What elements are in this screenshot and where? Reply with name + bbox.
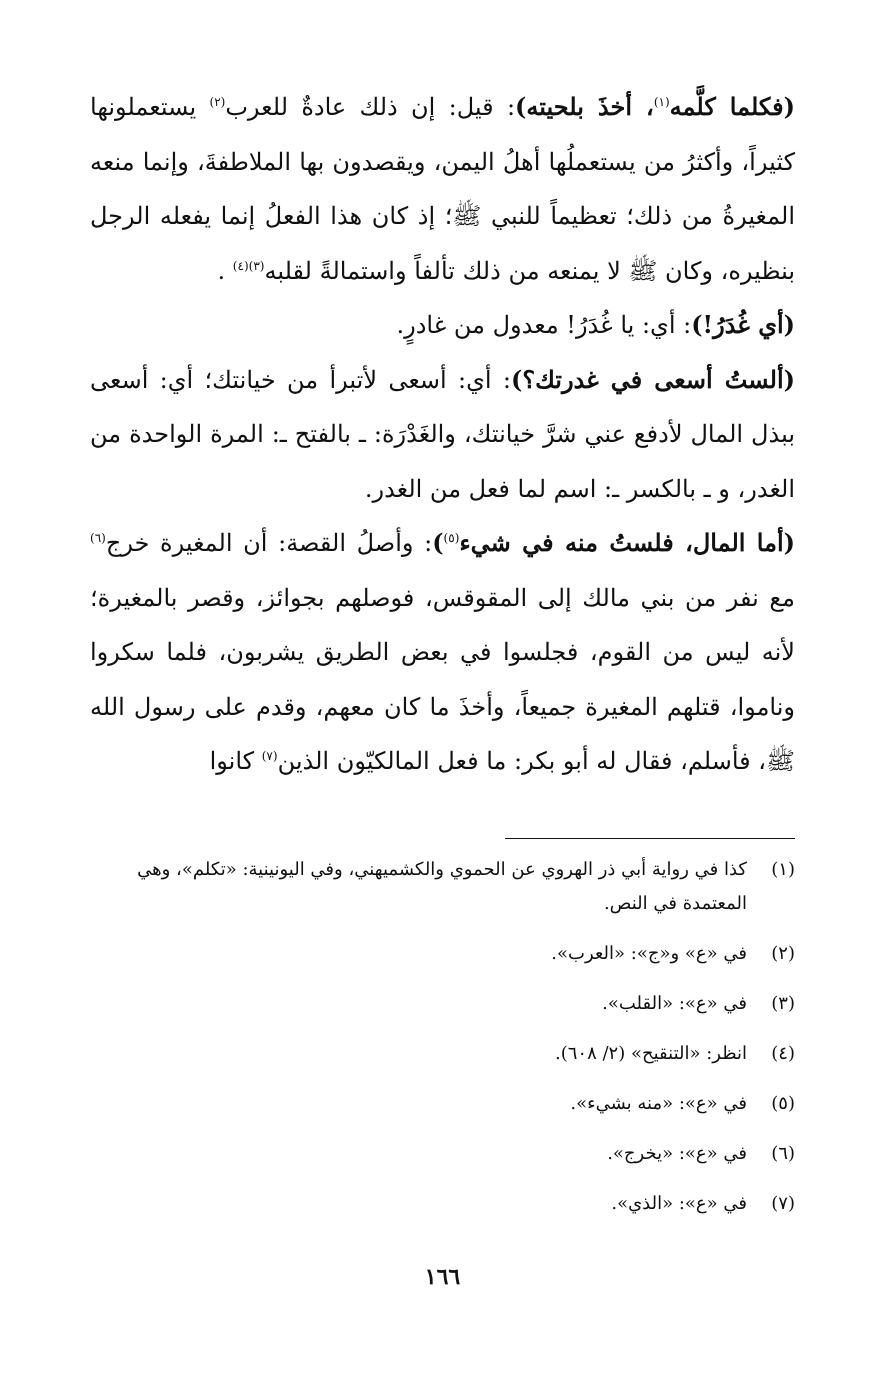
footnote-text: في «ع»: «الذي». <box>611 1193 747 1214</box>
footnote-text: في «ع»: «منه بشيء». <box>570 1093 747 1114</box>
main-text <box>90 80 795 789</box>
footnote-divider <box>505 838 795 839</box>
footnote-number: (١) <box>771 859 795 880</box>
footnote-number: (٤) <box>771 1043 795 1064</box>
footnote-ref-2: (٢) <box>209 95 226 109</box>
footnote-2 <box>90 937 795 971</box>
footnote-7 <box>90 1187 795 1221</box>
footnote-ref-5: (٥) <box>443 531 460 545</box>
footnote-text: انظر: «التنقيح» (٢/ ٦٠٨). <box>554 1043 747 1064</box>
paragraph-4-text-c: كانوا <box>209 747 262 775</box>
footnote-number: (٣) <box>771 993 795 1014</box>
footnote-1 <box>90 853 795 921</box>
paragraph-1-text-a: : قيل: إن ذلك عادةٌ للعرب <box>225 93 516 121</box>
footnote-text: في «ع» و«ج»: «العرب». <box>551 943 747 964</box>
footnote-text: في «ع»: «القلب». <box>602 993 747 1014</box>
paragraph-4-text-b: مع نفر من بني مالك إلى المقوقس، فوصلهم بجوائز، وقصر بالمغيرة؛ لأنه ليس من القوم، فجلسوا في بعض الطريق يشربون، فلما سكروا وناموا، قتلهم المغيرة جميعاً، وأخذَ ما كان معهم، وقدم على رسول الله ﷺ، فأسلم، فقال له أبو بكر: ما فعل المالكيّون الذين <box>90 583 795 775</box>
lemma-2: (أي غُدَرُ!) <box>691 310 795 339</box>
paragraph-1 <box>90 80 795 298</box>
footnotes <box>90 853 795 1237</box>
footnote-6 <box>90 1137 795 1171</box>
lemma-4: (أما المال، فلستُ منه في شيء <box>459 528 795 557</box>
paragraph-1-text-b: يستعملونها كثيراً، وأكثرُ من يستعملُها أهلُ اليمن، ويقصدون بها الملاطفةَ، وإنما منعه المغيرةُ من ذلك؛ تعظيماً للنبي ﷺ؛ إذ كان هذا الفعلُ إنما يفعله الرجل بنظيره، وكان ﷺ لا يمنعه من ذلك تألفاً واستمالةً لقلبه <box>90 93 795 285</box>
footnote-ref-3-4: (٣)(٤) <box>232 258 265 273</box>
lemma-4-end: ) <box>432 528 444 557</box>
paragraph-4-text-a: : وأصلُ القصة: أن المغيرة خرج <box>105 529 433 557</box>
paragraph-2 <box>90 298 795 353</box>
lemma-1: (فكلما كلَّمه <box>669 92 796 121</box>
page-number: ١٦٦ <box>424 1264 461 1290</box>
lemma-1-end: ، أخذَ بلحيته) <box>515 92 654 121</box>
footnote-ref-1: (١) <box>653 95 670 109</box>
footnote-4 <box>90 1037 795 1071</box>
footnote-number: (٦) <box>771 1143 795 1164</box>
footnote-number: (٢) <box>771 943 795 964</box>
paragraph-3-text: : أي: أسعى لأتبرأ من خيانتك؛ أي: أسعى ببذل المال لأدفع عني شرَّ خيانتك، والغَدْرَة: ـ بالفتح ـ: المرة الواحدة من الغدر، و ـ بالكسر ـ: اسم لما فعل من الغدر. <box>90 365 795 503</box>
footnote-text: في «ع»: «يخرج». <box>607 1143 747 1164</box>
lemma-3: (ألستُ أسعى في غدرتك؟) <box>510 364 796 394</box>
paragraph-3 <box>90 353 795 517</box>
footnote-3 <box>90 987 795 1021</box>
footnote-ref-7: (٧) <box>261 749 278 763</box>
footnote-number: (٧) <box>771 1193 795 1214</box>
paragraph-1-text-c: . <box>217 256 233 285</box>
footnote-number: (٥) <box>771 1093 795 1114</box>
footnote-text: كذا في رواية أبي ذر الهروي عن الحموي والكشميهني، وفي اليونينية: «تكلم»، وهي المعتمدة في النص. <box>137 859 747 914</box>
paragraph-2-text: : أي: يا غُدَرُ! معدول من غادرٍ. <box>396 311 692 339</box>
footnote-5 <box>90 1087 795 1121</box>
footnote-ref-6: (٦) <box>90 531 106 545</box>
paragraph-4 <box>90 516 795 789</box>
